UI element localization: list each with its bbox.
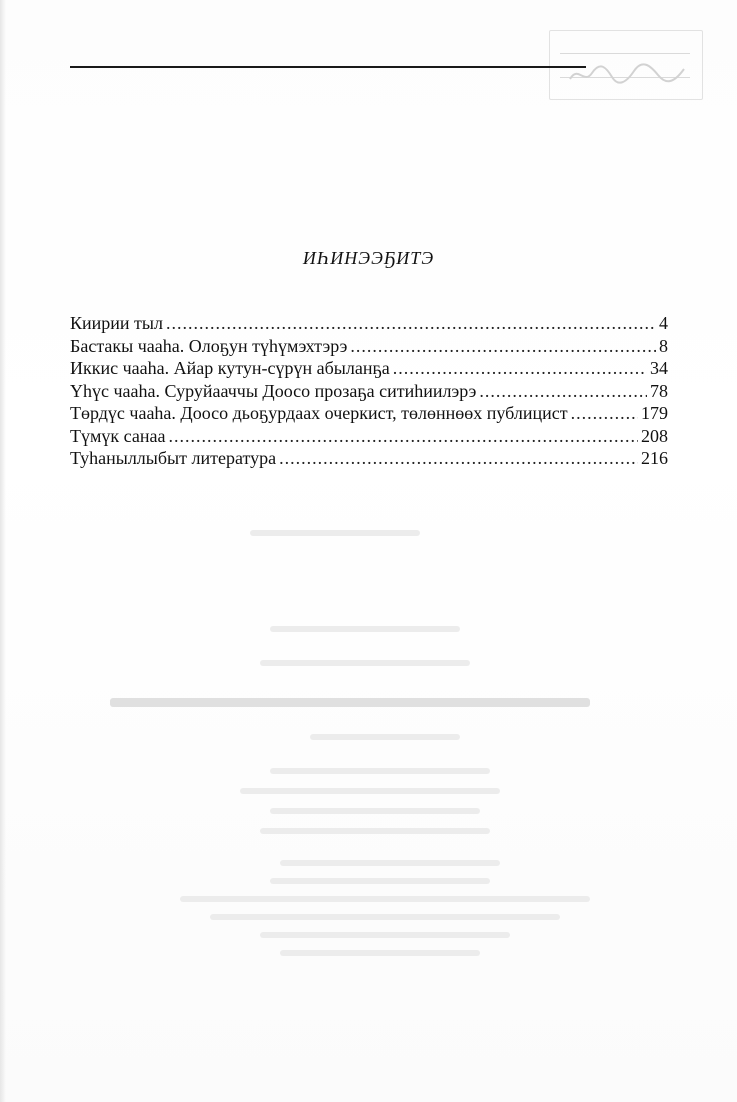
toc-entry-page: 179 <box>641 403 668 423</box>
toc-entry-title: Түмүк санаа <box>70 425 166 446</box>
toc-dot-leader <box>571 402 638 425</box>
toc-entry-page: 4 <box>659 313 668 333</box>
toc-dot-leader <box>393 357 647 380</box>
toc-entry-page: 208 <box>641 425 668 446</box>
toc-entry-title: Туһаныллыбыт литература <box>70 448 277 468</box>
page-edge-shadow <box>0 0 6 1102</box>
toc-entry <box>70 447 668 470</box>
toc-entry <box>70 335 668 358</box>
table-of-contents <box>70 312 668 470</box>
toc-entry-page: 78 <box>650 380 668 401</box>
toc-heading: ИҺИНЭЭҔИТЭ <box>302 248 435 268</box>
toc-dot-leader <box>279 447 638 470</box>
bleed-through-texture <box>120 520 640 960</box>
toc-dot-leader <box>166 312 656 335</box>
top-rule <box>70 66 586 68</box>
toc-entry-title: Киирии тыл <box>70 313 163 333</box>
toc-entry-page: 216 <box>641 448 668 468</box>
toc-entry-page: 34 <box>650 358 668 378</box>
toc-entry-title: Иккис чааһа. Айар кутун-сүрүн абыланҕа <box>70 358 390 378</box>
toc-entry <box>70 380 668 403</box>
stamp-handwriting-icon <box>568 61 686 87</box>
toc-entry-title: Үһүс чааһа. Суруйааччы Доосо прозаҕа ситиһиилэрэ <box>70 380 477 401</box>
toc-entry-title: Бастакы чааһа. Олоҕун түһүмэхтэрэ <box>70 335 348 356</box>
toc-entry <box>70 357 668 380</box>
library-stamp <box>549 30 703 100</box>
toc-entry <box>70 402 668 425</box>
toc-entry-title: Төрдүс чааһа. Доосо дьоҕурдаах очеркист, төлөннөөх публицист <box>70 403 568 423</box>
toc-dot-leader <box>350 335 656 358</box>
toc-dot-leader <box>479 380 647 403</box>
toc-entry-page: 8 <box>659 335 668 356</box>
toc-entry <box>70 425 668 448</box>
toc-entry <box>70 312 668 335</box>
toc-dot-leader <box>168 425 638 448</box>
